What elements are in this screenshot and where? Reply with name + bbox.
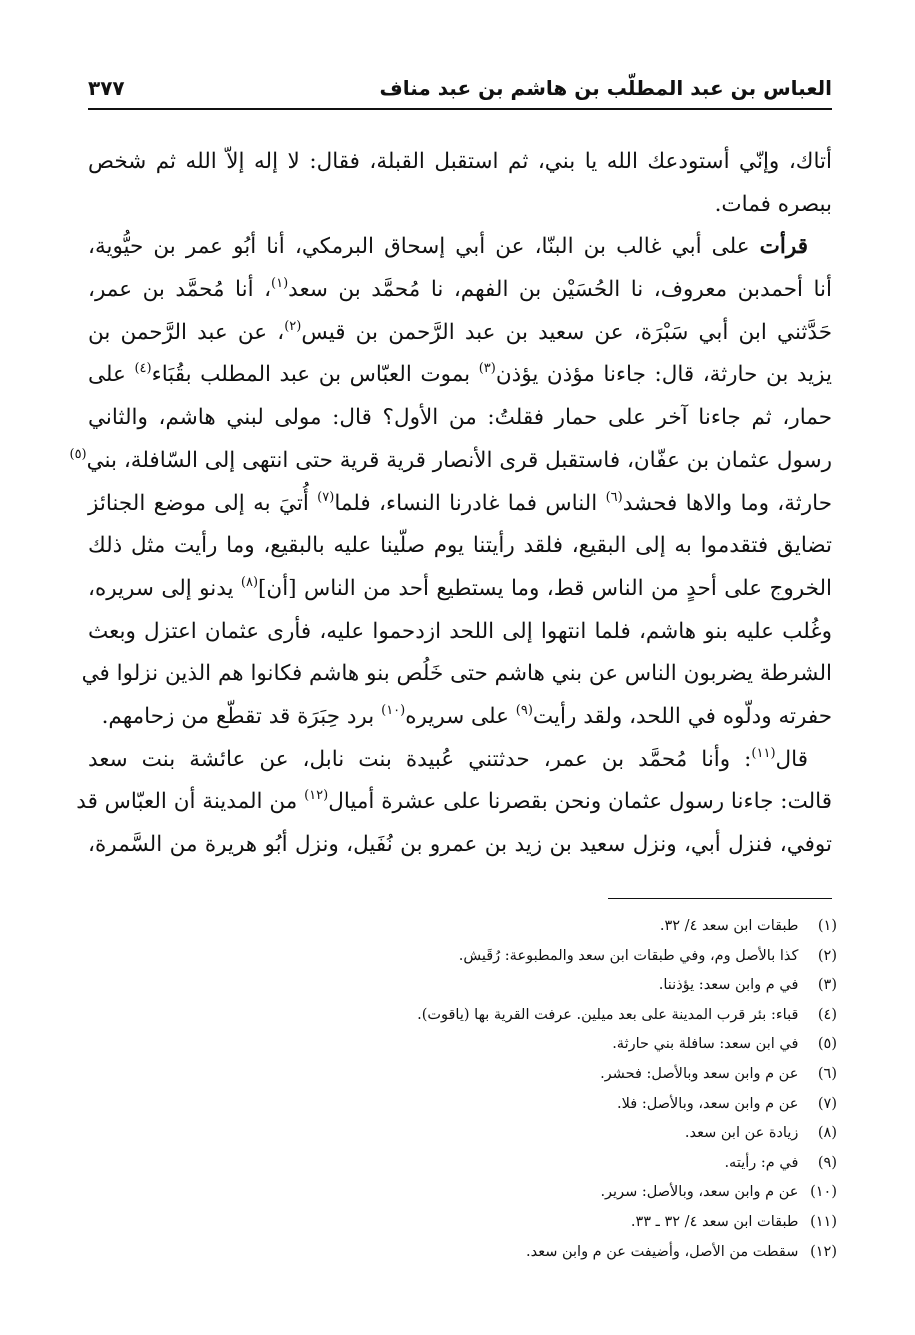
text-line: توفي، فنزل أبي، ونزل سعيد بن زيد بن عمرو بن نُفَيل، ونزل أبُو هريرة من السَّمرة، — [88, 832, 832, 857]
footnote-ref: (١١) — [751, 745, 776, 761]
footnote: (٩) في م: رأيته. — [93, 1149, 837, 1179]
footnote-number: (٤) — [817, 1006, 837, 1023]
text-line: حَدَّثني ابن أبي سَبْرَة، عن سعيد بن عبد الرَّحمن بن قيس$^{(٢)}$، عن عبد الرَّحمن بن — [88, 318, 832, 345]
text-line: الخروج على أحدٍ من الناس قط، وما يستطيع أحد من الناس [أن]$^{(٨)}$ يدنو إلى سريره، — [88, 574, 832, 601]
text-line: أتاك، وإنّي أستودعك الله يا بني، ثم استقبل القبلة، فقال: لا إله إلاّ الله ثم شخص — [88, 149, 832, 174]
footnote: (٢) كذا بالأصل وم، وفي طبقات ابن سعد والمطبوعة: رُقَيش. — [93, 942, 837, 972]
footnote-ref: (١٢) — [304, 788, 329, 804]
footnotes — [93, 912, 837, 1267]
footnote-ref: (٨) — [240, 574, 259, 590]
footnote-number: (١٠) — [810, 1184, 837, 1201]
main-text — [69, 141, 833, 867]
text-line: ببصره فمات. — [714, 191, 832, 217]
footnote: (٥) في ابن سعد: سافلة بني حارثة. — [93, 1030, 837, 1060]
footnote-number: (١٢) — [810, 1243, 837, 1260]
footnote-ref: (٣) — [478, 361, 496, 377]
text-line: قالت: جاءنا رسول عثمان ونحن بقصرنا على عشرة أميال$^{(١٢)}$ من المدينة أن العبّاس قد — [76, 788, 832, 815]
footnote-ref: (٤) — [134, 361, 152, 377]
footnote: (٧) عن م وابن سعد، وبالأصل: فلا. — [93, 1090, 837, 1120]
text-line: حفرته ودلّوه في اللحد، ولقد رأيت$^{(٩)}$ على سريره$^{(١٠)}$ برد حِبَرَة قد تقطّع من زحامهم. — [101, 702, 832, 729]
footnote-number: (١) — [817, 918, 837, 934]
footnote-ref: (٩) — [515, 702, 533, 718]
footnote-number: (٧) — [817, 1095, 837, 1112]
footnote: (٨) زيادة عن ابن سعد. — [93, 1119, 837, 1149]
footnote-number: (٨) — [817, 1125, 837, 1142]
header-rule — [88, 108, 832, 110]
text-line: تضايق فتقدموا به إلى البقيع، فلقد رأيتنا يوم صلّينا عليه بالبقيع، وما رأيت مثل ذلك — [88, 533, 832, 559]
text-line: قال$^{(١١)}$: وأنا مُحمَّد بن عمر، حدثتني عُبيدة بنت نابل، عن عائشة بنت سعد — [88, 745, 808, 772]
footnote-ref: (٧) — [317, 489, 335, 505]
footnote: (٤) قباء: بئر قرب المدينة على بعد ميلين. عرفت القرية بها (ياقوت). — [93, 1001, 837, 1031]
footnote: (٦) عن م وابن سعد وبالأصل: فحشر. — [93, 1060, 837, 1090]
running-header — [88, 76, 832, 106]
footnote-number: (٩) — [817, 1154, 837, 1171]
footnote: (١) طبقات ابن سعد ٤/ ٣٢. — [93, 912, 837, 942]
text-line: قرأت على أبي غالب بن البنّا، عن أبي إسحاق البرمكي، أنا أبُو عمر بن حيُّوية، — [88, 234, 808, 260]
text-line: أنا أحمدبن معروف، نا الحُسَيْن بن الفهم، نا مُحمَّد بن سعد$^{(١)}$، أنا مُحمَّد بن عمر، — [88, 276, 832, 303]
footnote-separator — [608, 898, 832, 899]
footnote-number: (٢) — [817, 947, 837, 964]
footnote-number: (٥) — [817, 1036, 837, 1053]
text-line: وغُلب عليه بنو هاشم، فلما انتهوا إلى اللحد ازدحموا عليه، فأرى عثمان اعتزل وبعث — [88, 618, 832, 644]
text-line: حارثة، وما والاها فحشد$^{(٦)}$ الناس فما غادرنا النساء، فلما$^{(٧)}$ أُتيَ به إلى موضع الجنائز — [88, 489, 832, 516]
text-line: يزيد بن حارثة، قال: جاءنا مؤذن يؤذن$^{(٣)}$ بموت العبّاس بن عبد المطلب بقُبَاء$^{(٤)}$ على — [88, 361, 833, 388]
chapter-title: العباس بن عبد المطلّب بن هاشم بن عبد مناف — [379, 76, 832, 100]
footnote-number: (٣) — [817, 977, 837, 994]
page-number: ٣٧٧ — [88, 76, 125, 100]
text-line: رسول عثمان بن عفّان، فاستقبل قرى الأنصار قرية قرية حتى انتهى إلى السّافلة، بني$^{(٥)}$ — [69, 446, 832, 473]
footnote-ref: (٦) — [605, 489, 623, 505]
footnote: (٣) في م وابن سعد: يؤذننا. — [93, 971, 837, 1001]
footnote-ref: (٥) — [69, 446, 87, 462]
footnote-ref: (١) — [271, 276, 289, 292]
footnote-ref: (٢) — [284, 318, 302, 334]
text-line: الشرطة يضربون الناس عن بني هاشم حتى خَلُص بنو هاشم فكانوا هم الذين نزلوا في — [81, 661, 832, 687]
paragraph-lead-word: قرأت — [759, 234, 808, 260]
footnote: (١٢) سقطت من الأصل، وأضيفت عن م وابن سعد. — [93, 1238, 837, 1268]
footnote: (١١) طبقات ابن سعد ٤/ ٣٢ ـ ٣٣. — [93, 1208, 837, 1238]
footnote-number: (٦) — [817, 1065, 837, 1082]
footnote-ref: (١٠) — [381, 702, 406, 718]
footnote: (١٠) عن م وابن سعد، وبالأصل: سرير. — [93, 1178, 837, 1208]
footnote-number: (١١) — [810, 1213, 837, 1230]
text-line: حمار، ثم جاءنا آخر على حمار فقلتُ: من الأول؟ قال: مولى لبني هاشم، والثاني — [88, 405, 832, 431]
